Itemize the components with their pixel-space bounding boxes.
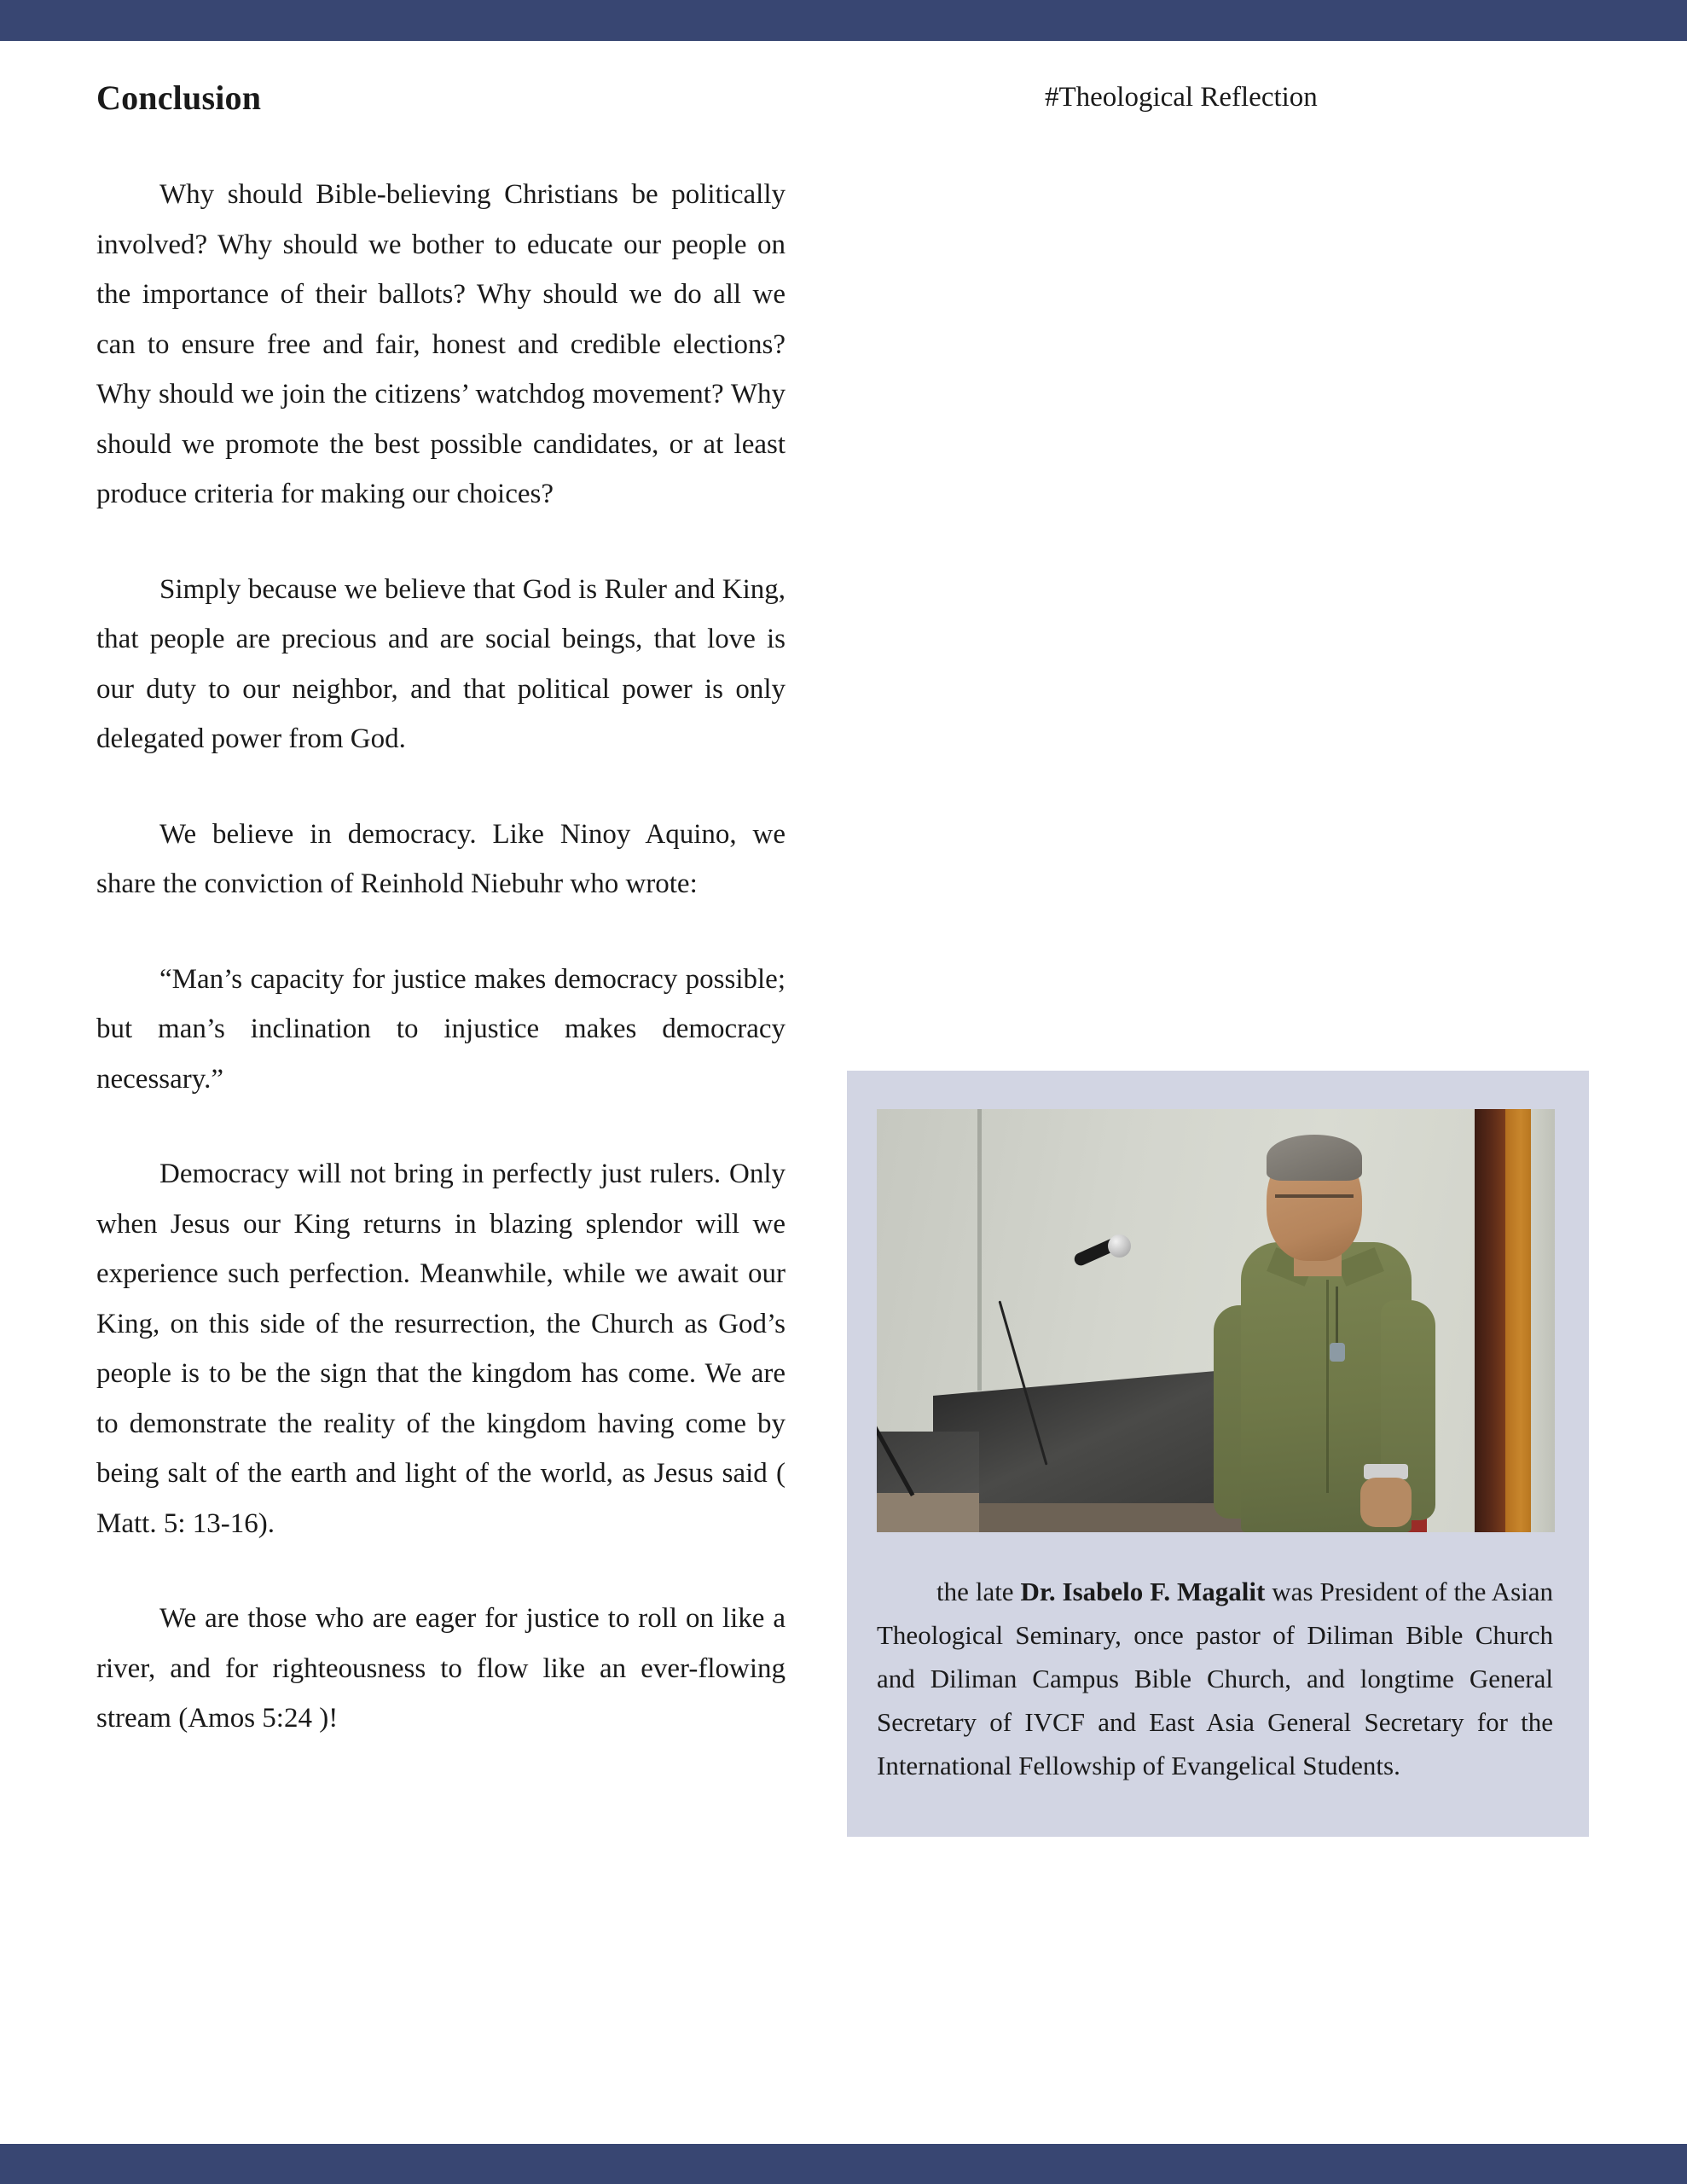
body-paragraph: Simply because we believe that God is Ruler and King, that people are precious and are social beings, that love is our duty to our neighbor, and that political power is only delegated power from God. [96,573,786,754]
caption-body-text: was President of the Asian Theological Seminary, once pastor of Diliman Bible Church and Diliman Campus Bible Church, and longtime General Secretary of IVCF and East Asia General Secretary for the International Fellowship of Evangelical Students. [877,1577,1553,1780]
hashtag-label[interactable]: #Theological Reflection [1045,82,1318,113]
photo-podium-base [877,1493,979,1532]
body-paragraph: We believe in democracy. Like Ninoy Aquino, we share the conviction of Reinhold Niebuhr who wrote: [96,818,786,899]
photo-door-edge [1531,1109,1555,1532]
main-text-column [96,79,786,1744]
figure-caption [847,1532,1589,1837]
body-paragraph: Why should Bible-believing Christians be politically involved? Why should we bother to educate our people on the importance of their ballots? Why should we do all we can to ensure free and fair, honest and credible elections? Why should we join the citizens’ watchdog movement? Why should we promote the best possible candidates, or at least produce criteria for making our choices? [96,179,786,509]
photo-speaker-hands [1360,1478,1412,1527]
page-top-bar [0,0,1687,41]
photo-speaker-glasses [1275,1194,1354,1198]
photo-door-dark-panel [1475,1109,1505,1532]
caption-person-name: Dr. Isabelo F. Magalit [1020,1577,1266,1606]
photo-speaker-lanyard [1336,1287,1338,1346]
speaker-at-podium-photo [877,1109,1555,1532]
photo-wall-seam [977,1109,982,1391]
photo-speaker-hair [1267,1135,1362,1181]
caption-lead-text: the late [936,1577,1021,1606]
page-bottom-bar [0,2144,1687,2184]
body-paragraph: Democracy will not bring in perfectly just rulers. Only when Jesus our King returns in blazing splendor will we experience such perfection. Meanwhile, while we await our King, on this side of the resurrection, the Church as God’s people is to be the sign that the kingdom has come. We are to demonstrate the reality of the kingdom having come by being salt of the earth and light of the world, as Jesus said ( Matt. 5: 13-16). [96,1159,786,1539]
microphone-icon [1108,1234,1131,1258]
figure-card [847,1071,1589,1837]
photo-speaker-badge [1330,1343,1345,1362]
body-paragraph: We are those who are eager for justice to roll on like a river, and for righteousness to flow like an ever-flowing stream (Amos 5:24 )! [96,1603,786,1734]
blockquote-paragraph: “Man’s capacity for justice makes democracy possible; but man’s inclination to injustice makes democracy necessary.” [96,963,786,1095]
page-title: Conclusion [96,78,262,117]
sidebar-column [1045,79,1608,116]
photo-door-amber-panel [1505,1109,1531,1532]
